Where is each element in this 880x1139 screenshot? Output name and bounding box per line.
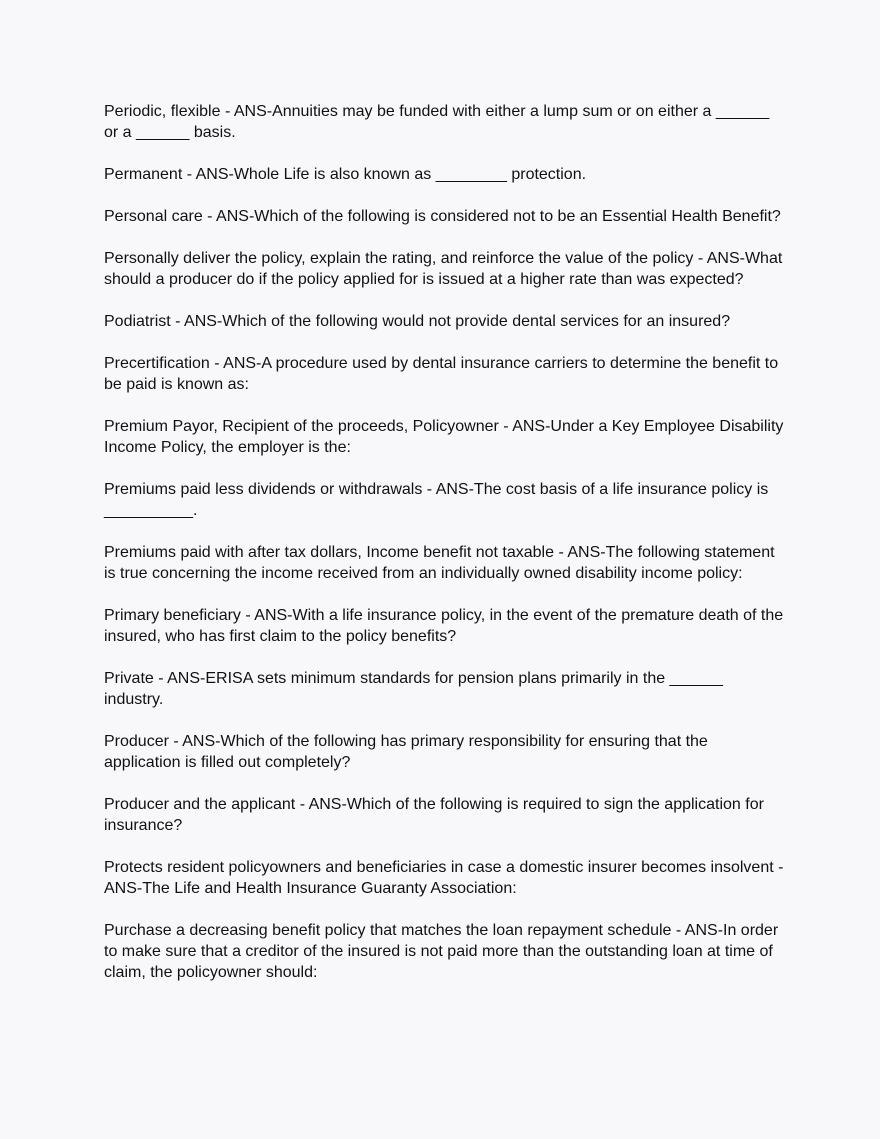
entry-line: application is filled out completely? (104, 754, 351, 771)
entry-line: claim, the policyowner should: (104, 964, 318, 981)
entry-line: Private - ANS-ERISA sets minimum standards for pension plans primarily in the ______ (104, 670, 723, 687)
flashcard-entry (104, 248, 784, 290)
entry-line: Producer - ANS-Which of the following has primary responsibility for ensuring that the (104, 733, 708, 750)
flashcard-entry (104, 605, 784, 647)
entry-line: ANS-The Life and Health Insurance Guaranty Association: (104, 880, 517, 897)
flashcard-entry (104, 542, 784, 584)
entry-line: should a producer do if the policy applied for is issued at a higher rate than was expected? (104, 271, 744, 288)
flashcard-entry (104, 206, 784, 227)
entry-line: Protects resident policyowners and beneficiaries in case a domestic insurer becomes insolvent - (104, 859, 784, 876)
flashcard-entry (104, 164, 784, 185)
entry-line: Periodic, flexible - ANS-Annuities may be funded with either a lump sum or on either a ______ (104, 103, 770, 120)
flashcard-entry (104, 920, 784, 983)
flashcard-entry (104, 479, 784, 521)
entry-line: Personally deliver the policy, explain the rating, and reinforce the value of the policy - ANS-What (104, 250, 783, 267)
entry-line: Producer and the applicant - ANS-Which of the following is required to sign the application for (104, 796, 764, 813)
entry-line: __________. (104, 502, 198, 519)
entry-line: Personal care - ANS-Which of the following is considered not to be an Essential Health Benefit? (104, 208, 781, 225)
flashcard-entry (104, 857, 784, 899)
entry-line: insurance? (104, 817, 183, 834)
entry-line: to make sure that a creditor of the insured is not paid more than the outstanding loan at time of (104, 943, 773, 960)
flashcard-entry (104, 416, 784, 458)
entry-line: Premium Payor, Recipient of the proceeds, Policyowner - ANS-Under a Key Employee Disability (104, 418, 784, 435)
entry-line: Premiums paid with after tax dollars, Income benefit not taxable - ANS-The following statement (104, 544, 775, 561)
entry-line: Primary beneficiary - ANS-With a life insurance policy, in the event of the premature death of the (104, 607, 784, 624)
entry-line: be paid is known as: (104, 376, 249, 393)
flashcard-entry (104, 668, 784, 710)
entry-line: Podiatrist - ANS-Which of the following would not provide dental services for an insured? (104, 313, 731, 330)
entry-line: or a ______ basis. (104, 124, 236, 141)
flashcard-entry (104, 353, 784, 395)
flashcard-entry (104, 101, 784, 143)
entry-line: Income Policy, the employer is the: (104, 439, 351, 456)
entry-line: Permanent - ANS-Whole Life is also known as ________ protection. (104, 166, 587, 183)
entry-line: insured, who has first claim to the policy benefits? (104, 628, 457, 645)
document-page (104, 101, 784, 1004)
entry-line: industry. (104, 691, 164, 708)
flashcard-entry (104, 311, 784, 332)
entry-line: is true concerning the income received from an individually owned disability income policy: (104, 565, 743, 582)
entry-line: Precertification - ANS-A procedure used by dental insurance carriers to determine the benefit to (104, 355, 779, 372)
flashcard-entry (104, 794, 784, 836)
entry-line: Premiums paid less dividends or withdrawals - ANS-The cost basis of a life insurance policy is (104, 481, 769, 498)
entry-line: Purchase a decreasing benefit policy that matches the loan repayment schedule - ANS-In order (104, 922, 779, 939)
flashcard-entry (104, 731, 784, 773)
